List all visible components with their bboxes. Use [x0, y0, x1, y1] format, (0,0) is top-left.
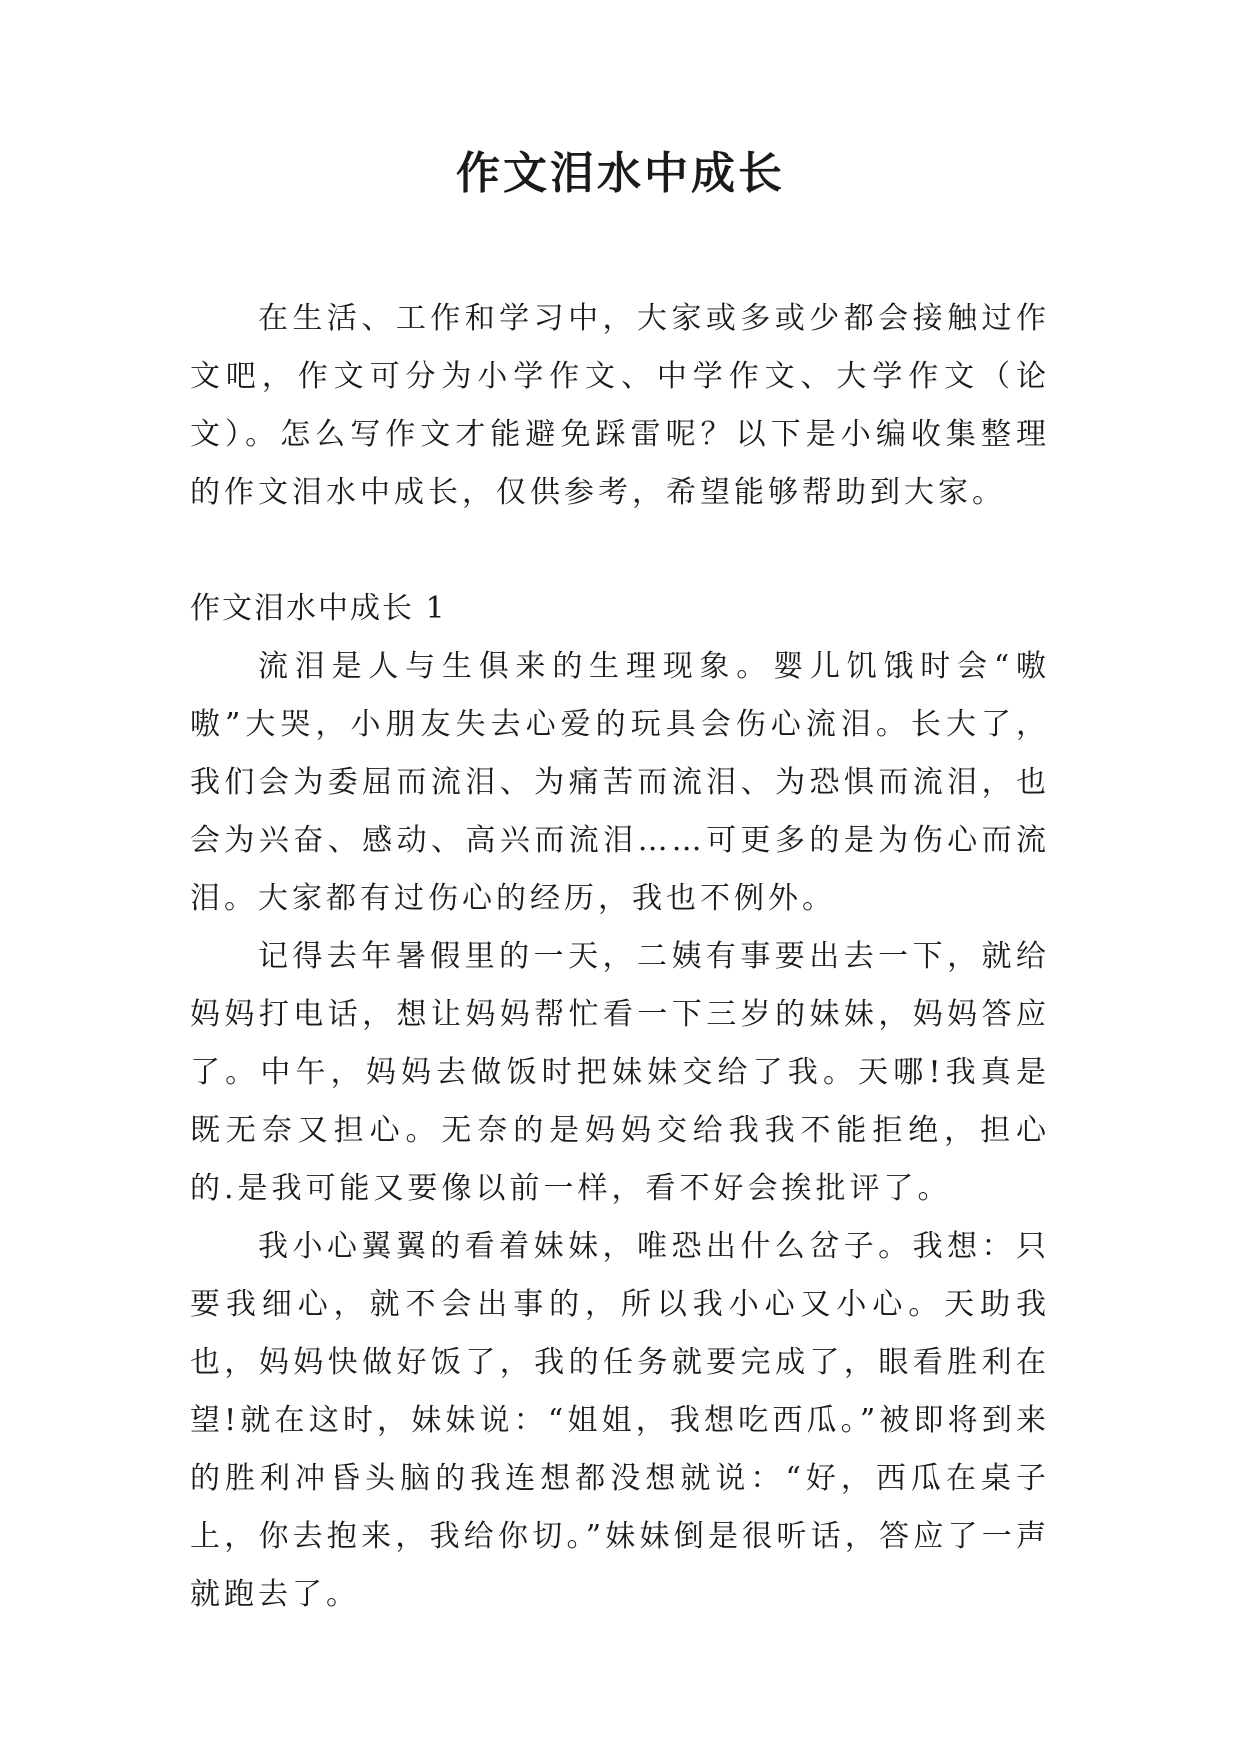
- body-paragraph: 我小心翼翼的看着妹妹，唯恐出什么岔子。我想：只要我细心，就不会出事的，所以我小心又小心。天助我也，妈妈快做好饭了，我的任务就要完成了，眼看胜利在望!就在这时，妹妹说：“姐姐，我想吃西瓜。”被即将到来的胜利冲昏头脑的我连想都没想就说：“好，西瓜在桌子上，你去抱来，我给你切。”妹妹倒是很听话，答应了一声就跑去了。: [190, 1229, 1050, 1612]
- document-title: 作文泪水中成长: [456, 148, 785, 199]
- section-heading: 作文泪水中成长 1: [190, 591, 447, 626]
- document-body: [190, 290, 1050, 1624]
- intro-paragraph: 在生活、工作和学习中，大家或多或少都会接触过作文吧，作文可分为小学作文、中学作文、大学作文（论文）。怎么写作文才能避免踩雷呢？以下是小编收集整理的作文泪水中成长，仅供参考，希望能够帮助到大家。: [190, 301, 1050, 510]
- body-paragraph: 流泪是人与生俱来的生理现象。婴儿饥饿时会“嗷嗷”大哭，小朋友失去心爱的玩具会伤心流泪。长大了，我们会为委屈而流泪、为痛苦而流泪、为恐惧而流泪，也会为兴奋、感动、高兴而流泪……可更多的是为伤心而流泪。大家都有过伤心的经历，我也不例外。: [190, 649, 1050, 916]
- body-paragraph: 记得去年暑假里的一天，二姨有事要出去一下，就给妈妈打电话，想让妈妈帮忙看一下三岁的妹妹，妈妈答应了。中午，妈妈去做饭时把妹妹交给了我。天哪!我真是既无奈又担心。无奈的是妈妈交给我我不能拒绝，担心的.是我可能又要像以前一样，看不好会挨批评了。: [190, 939, 1050, 1206]
